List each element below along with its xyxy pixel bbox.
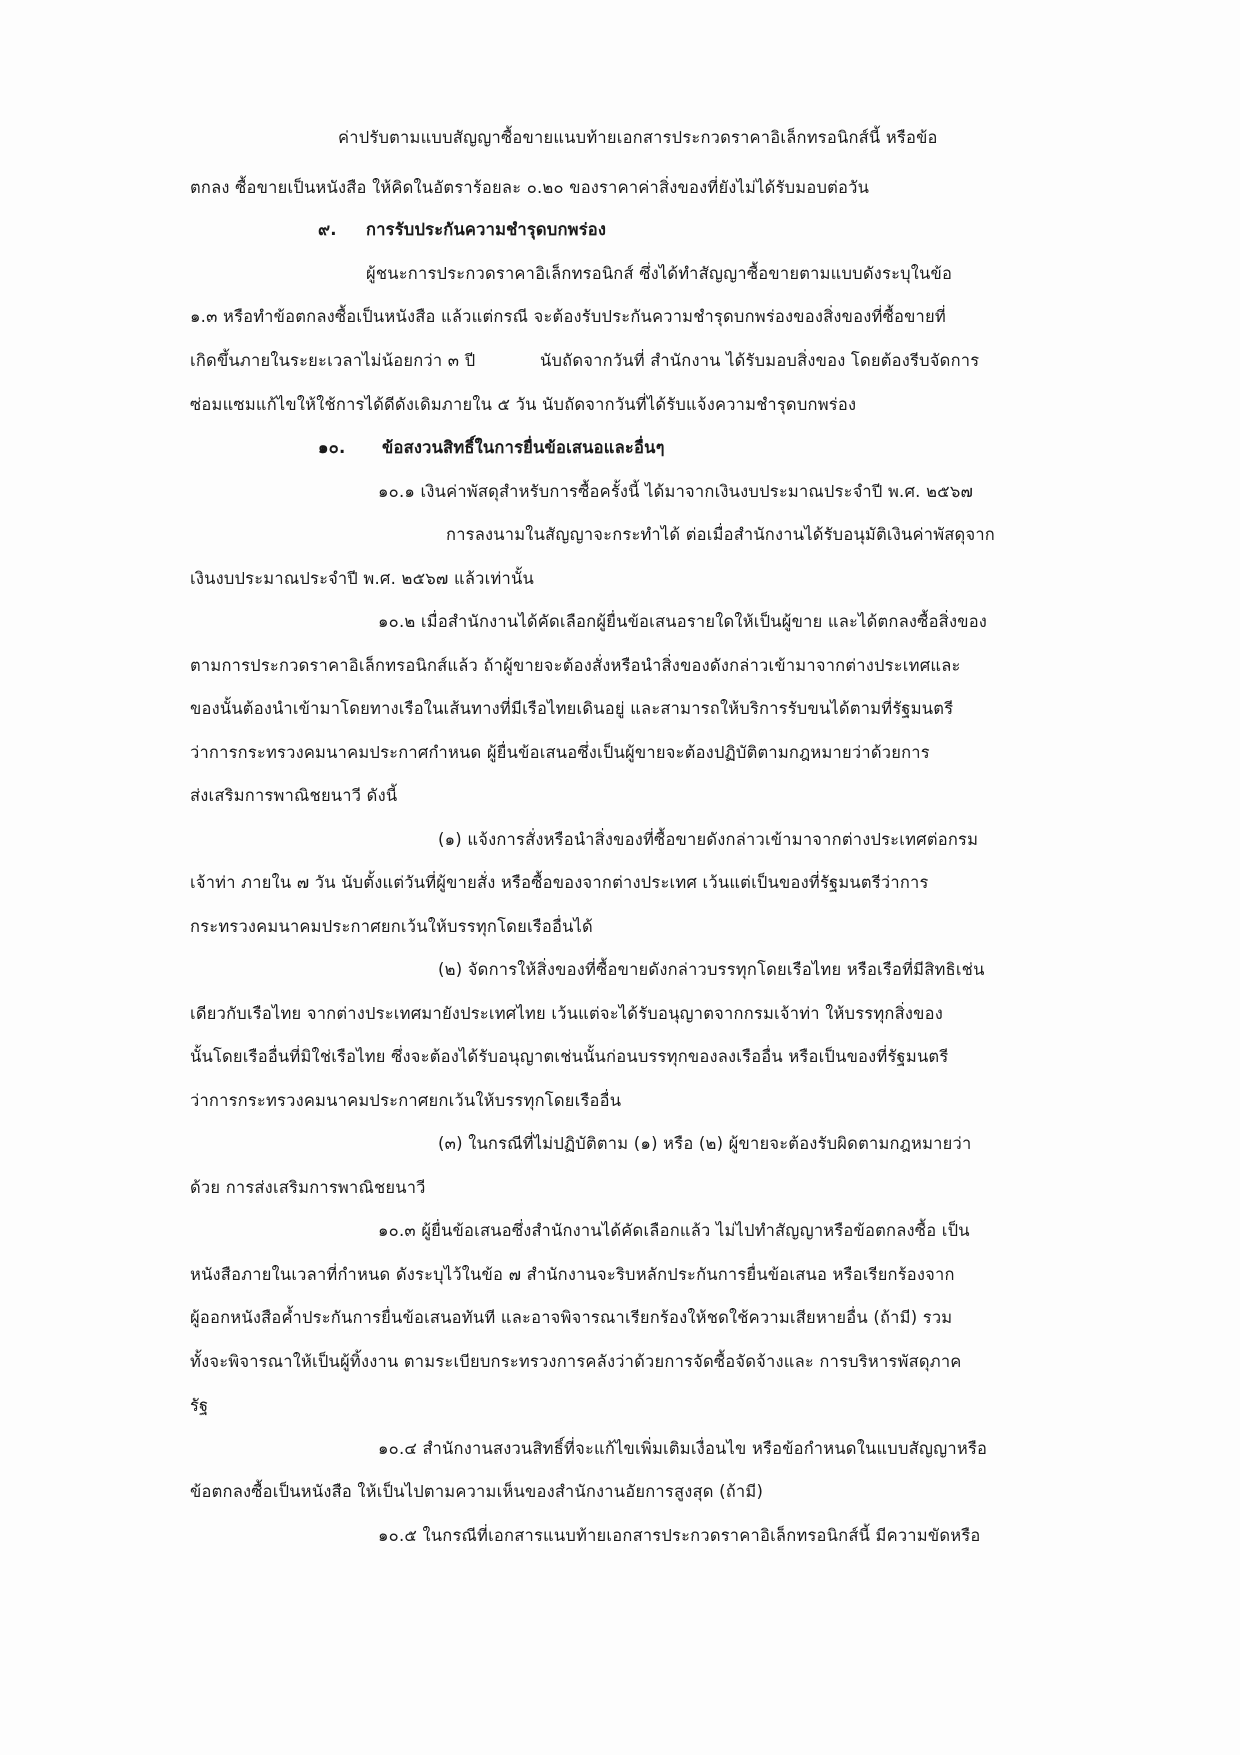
text-line: ข้อตกลงซื้อเป็นหนังสือ ให้เป็นไปตามความเห็นของสำนักงานอัยการสูงสุด (ถ้ามี): [190, 1482, 764, 1501]
text-line: ซ่อมแซมแก้ไขให้ใช้การได้ดีดังเดิมภายใน ๕ วัน นับถัดจากวันที่ได้รับแจ้งความชำรุดบกพร่อง: [190, 395, 857, 414]
text-line: รัฐ: [190, 1396, 209, 1415]
text-line: ว่าการกระทรวงคมนาคมประกาศกำหนด ผู้ยื่นข้อเสนอซึ่งเป็นผู้ขายจะต้องปฏิบัติตามกฎหมายว่าด้วยการ: [190, 743, 930, 762]
text-line: หนังสือภายในเวลาที่กำหนด ดังระบุไว้ในข้อ ๗ สำนักงานจะริบหลักประกันการยื่นข้อเสนอ หรือเรียกร้องจาก: [190, 1265, 955, 1284]
text-line: ๑๐.๒ เมื่อสำนักงานได้คัดเลือกผู้ยื่นข้อเสนอรายใดให้เป็นผู้ขาย และได้ตกลงซื้อสิ่งของ: [378, 612, 988, 631]
text-line: ๑๐.๔ สำนักงานสงวนสิทธิ์ที่จะแก้ไขเพิ่มเติมเงื่อนไข หรือข้อกำหนดในแบบสัญญาหรือ: [378, 1439, 988, 1458]
text-line: การลงนามในสัญญาจะกระทำได้ ต่อเมื่อสำนักงานได้รับอนุมัติเงินค่าพัสดุจาก: [446, 525, 995, 544]
text-line: (๑) แจ้งการสั่งหรือนำสิ่งของที่ซื้อขายดังกล่าวเข้ามาจากต่างประเทศต่อกรม: [438, 830, 979, 849]
section-9-heading: การรับประกันความชำรุดบกพร่อง: [366, 220, 607, 239]
section-9-number: ๙.: [318, 220, 337, 239]
text-line: ตกลง ซื้อขายเป็นหนังสือ ให้คิดในอัตราร้อยละ ๐.๒๐ ของราคาค่าสิ่งของที่ยังไม่ได้รับมอบต่อวัน: [190, 178, 870, 197]
text-line: นับถัดจากวันที่ สำนักงาน ได้รับมอบสิ่งของ โดยต้องรีบจัดการ: [540, 351, 980, 370]
section-10-heading: ข้อสงวนสิทธิ์ในการยื่นข้อเสนอและอื่นๆ: [382, 438, 665, 457]
text-line: ตามการประกวดราคาอิเล็กทรอนิกส์แล้ว ถ้าผู้ขายจะต้องสั่งหรือนำสิ่งของดังกล่าวเข้ามาจากต่างประเทศและ: [190, 656, 961, 675]
text-line: ๑๐.๓ ผู้ยื่นข้อเสนอซึ่งสำนักงานได้คัดเลือกแล้ว ไม่ไปทำสัญญาหรือข้อตกลงซื้อ เป็น: [378, 1221, 970, 1240]
text-line: (๒) จัดการให้สิ่งของที่ซื้อขายดังกล่าวบรรทุกโดยเรือไทย หรือเรือที่มีสิทธิเช่น: [438, 960, 985, 979]
text-line: ๑๐.๕ ในกรณีที่เอกสารแนบท้ายเอกสารประกวดราคาอิเล็กทรอนิกส์นี้ มีความขัดหรือ: [378, 1526, 981, 1545]
text-line: เกิดขึ้นภายในระยะเวลาไม่น้อยกว่า ๓ ปี: [190, 351, 476, 370]
text-line: ของนั้นต้องนำเข้ามาโดยทางเรือในเส้นทางที่มีเรือไทยเดินอยู่ และสามารถให้บริการรับขนได้ตามที่รัฐมนตรี: [190, 699, 954, 718]
text-line: กระทรวงคมนาคมประกาศยกเว้นให้บรรทุกโดยเรืออื่นได้: [190, 917, 593, 936]
text-line: เจ้าท่า ภายใน ๗ วัน นับตั้งแต่วันที่ผู้ขายสั่ง หรือซื้อของจากต่างประเทศ เว้นแต่เป็นของที่รัฐมนตรีว่าการ: [190, 873, 929, 892]
text-line: ๑.๓ หรือทำข้อตกลงซื้อเป็นหนังสือ แล้วแต่กรณี จะต้องรับประกันความชำรุดบกพร่องของสิ่งของที่ซื้อขายที่: [190, 307, 946, 326]
text-line: นั้นโดยเรืออื่นที่มิใช่เรือไทย ซึ่งจะต้องได้รับอนุญาตเช่นนั้นก่อนบรรทุกของลงเรืออื่น หรือเป็นของที่รัฐมนตรี: [190, 1047, 949, 1066]
section-10-number: ๑๐.: [318, 438, 346, 457]
text-line: ๑๐.๑ เงินค่าพัสดุสำหรับการซื้อครั้งนี้ ได้มาจากเงินงบประมาณประจำปี พ.ศ. ๒๕๖๗: [378, 482, 974, 501]
text-line: ว่าการกระทรวงคมนาคมประกาศยกเว้นให้บรรทุกโดยเรืออื่น: [190, 1091, 622, 1110]
text-line: ทั้งจะพิจารณาให้เป็นผู้ทิ้งงาน ตามระเบียบกระทรวงการคลังว่าด้วยการจัดซื้อจัดจ้างและ การบริหารพัสดุภาค: [190, 1352, 962, 1371]
text-line: เดียวกับเรือไทย จากต่างประเทศมายังประเทศไทย เว้นแต่จะได้รับอนุญาตจากกรมเจ้าท่า ให้บรรทุกสิ่งของ: [190, 1004, 943, 1023]
text-line: ค่าปรับตามแบบสัญญาซื้อขายแนบท้ายเอกสารประกวดราคาอิเล็กทรอนิกส์นี้ หรือข้อ: [338, 128, 938, 147]
text-line: (๓) ในกรณีที่ไม่ปฏิบัติตาม (๑) หรือ (๒) ผู้ขายจะต้องรับผิดตามกฎหมายว่า: [438, 1134, 972, 1153]
text-line: ด้วย การส่งเสริมการพาณิชยนาวี: [190, 1178, 426, 1197]
text-line: เงินงบประมาณประจำปี พ.ศ. ๒๕๖๗ แล้วเท่านั้น: [190, 569, 534, 588]
text-line: ผู้ชนะการประกวดราคาอิเล็กทรอนิกส์ ซึ่งได้ทำสัญญาซื้อขายตามแบบดังระบุในข้อ: [366, 264, 953, 283]
text-line: ส่งเสริมการพาณิชยนาวี ดังนี้: [190, 786, 398, 805]
text-line: ผู้ออกหนังสือค้ำประกันการยื่นข้อเสนอทันที และอาจพิจารณาเรียกร้องให้ชดใช้ความเสียหายอื่น (ถ้ามี) รวม: [190, 1308, 953, 1327]
